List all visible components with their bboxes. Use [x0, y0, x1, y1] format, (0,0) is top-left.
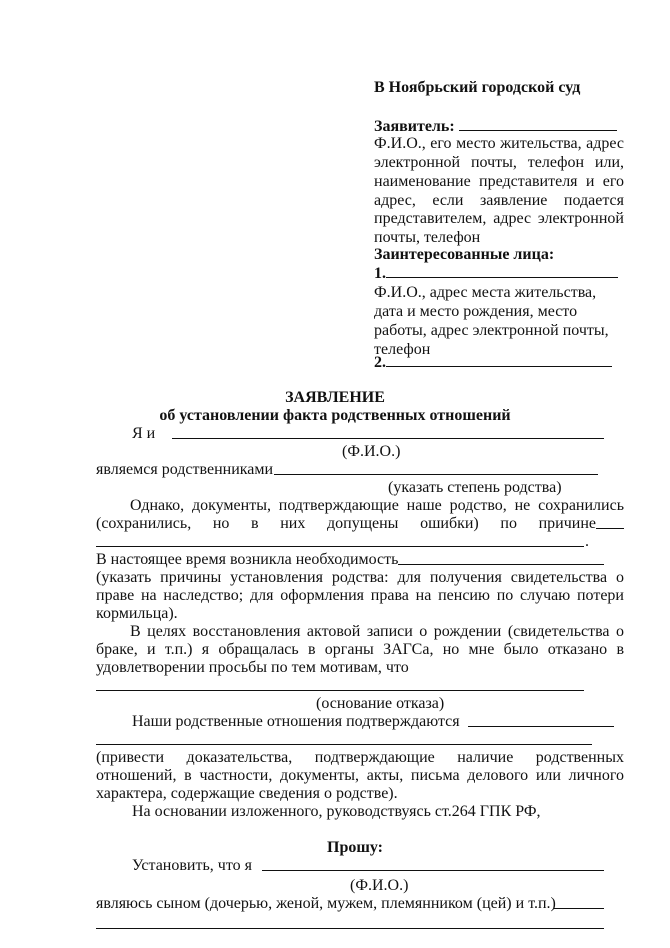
confirmed-blank — [468, 726, 614, 727]
relation-blank-2 — [96, 928, 604, 929]
reasons-line-2: праве на наследство; для оформления права на пенсию по случаю потери — [96, 587, 624, 604]
applicant-desc-line-3: наименование представителя и его — [374, 173, 624, 190]
establish-blank — [262, 870, 604, 871]
zags-line-3: удовлетворении просьбы по тем мотивам, что — [96, 659, 409, 676]
party-2-number: 2. — [374, 354, 386, 371]
applicant-desc-line-2: электронной почты, телефон или, — [374, 154, 624, 171]
applicant-desc-line-6: почты, телефон — [374, 229, 481, 246]
reason-blank-1 — [596, 528, 624, 529]
applicant-desc-line-4: адрес, если заявление подается — [374, 192, 624, 209]
court-name: В Ноябрьский городской суд — [374, 79, 581, 96]
party-1-desc-line-2: дата и место рождения, место — [374, 303, 578, 320]
party-2-blank — [386, 352, 612, 367]
party-1-blank — [386, 263, 618, 278]
interested-parties-label: Заинтересованные лица: — [374, 246, 555, 263]
reasons-line-1: (указать причины установления родства: для получения свидетельства о — [96, 569, 624, 586]
evidence-line-2: отношений, в частности, документы, акты, письма делового или личного — [96, 767, 624, 784]
applicant-blank-line — [459, 116, 617, 131]
basis-line: На основании изложенного, руководствуясь ст.264 ГПК РФ, — [132, 803, 541, 820]
party-1-number: 1. — [374, 265, 386, 282]
applicant-desc-line-1: Ф.И.О., его место жительства, адрес — [374, 135, 624, 152]
hint-fio: (Ф.И.О.) — [342, 443, 401, 460]
request-title: Прошу: — [327, 839, 383, 856]
party-2-line — [374, 352, 612, 372]
hint-degree: (указать степень родства) — [388, 479, 562, 496]
party-1-line — [374, 263, 618, 283]
zags-line-1: В целях восстановления актовой записи о рождении (свидетельства о — [130, 623, 624, 640]
evidence-line-3: характера, содержащие сведения о родстве). — [96, 785, 398, 802]
docs-paragraph-line-2: (сохранились, но в них допущены ошибки) по причине — [96, 515, 596, 532]
docs-paragraph-line-1: Однако, документы, подтверждающие наше родство, не сохранились — [130, 497, 624, 514]
relation-blank-1 — [554, 908, 604, 909]
relation-line: являюсь сыном (дочерью, женой, мужем, племянником (цей) и т.п.) — [96, 895, 556, 912]
party-1-desc-line-3: работы, адрес электронной почты, — [374, 322, 609, 339]
line-i-and: Я и — [132, 425, 156, 442]
reason-dot: . — [585, 533, 589, 550]
document-title: ЗАЯВЛЕНИЕ — [285, 389, 385, 406]
need-label: В настоящее время возникла необходимость — [96, 551, 399, 568]
refusal-blank — [96, 690, 584, 691]
relation-degree-blank — [274, 474, 598, 475]
zags-line-2: браке, и т.п.) я обращалась в органы ЗАГСа, но мне было отказано в — [96, 641, 624, 658]
evidence-line-1: (привести доказательства, подтверждающие наличие родственных — [96, 749, 624, 766]
need-blank — [398, 564, 604, 565]
document-subtitle: об установлении факта родственных отношений — [159, 407, 511, 424]
evidence-blank — [96, 744, 592, 745]
relatives-label: являемся родственниками — [96, 461, 274, 478]
applicant-label: Заявитель: — [374, 116, 617, 136]
fio-blank-line — [172, 438, 604, 439]
party-1-desc-line-4: телефон — [374, 341, 431, 358]
reasons-line-3: кормильца). — [96, 605, 178, 622]
establish-label: Установить, что я — [132, 857, 252, 874]
party-1-desc-line-1: Ф.И.О., адрес места жительства, — [374, 284, 597, 301]
hint-refusal: (основание отказа) — [316, 695, 445, 712]
applicant-desc-line-5: представителем, адрес электронной — [374, 210, 624, 227]
hint-fio-request: (Ф.И.О.) — [350, 877, 409, 894]
confirmed-label: Наши родственные отношения подтверждаются — [132, 713, 460, 730]
reason-blank-2 — [96, 546, 584, 547]
